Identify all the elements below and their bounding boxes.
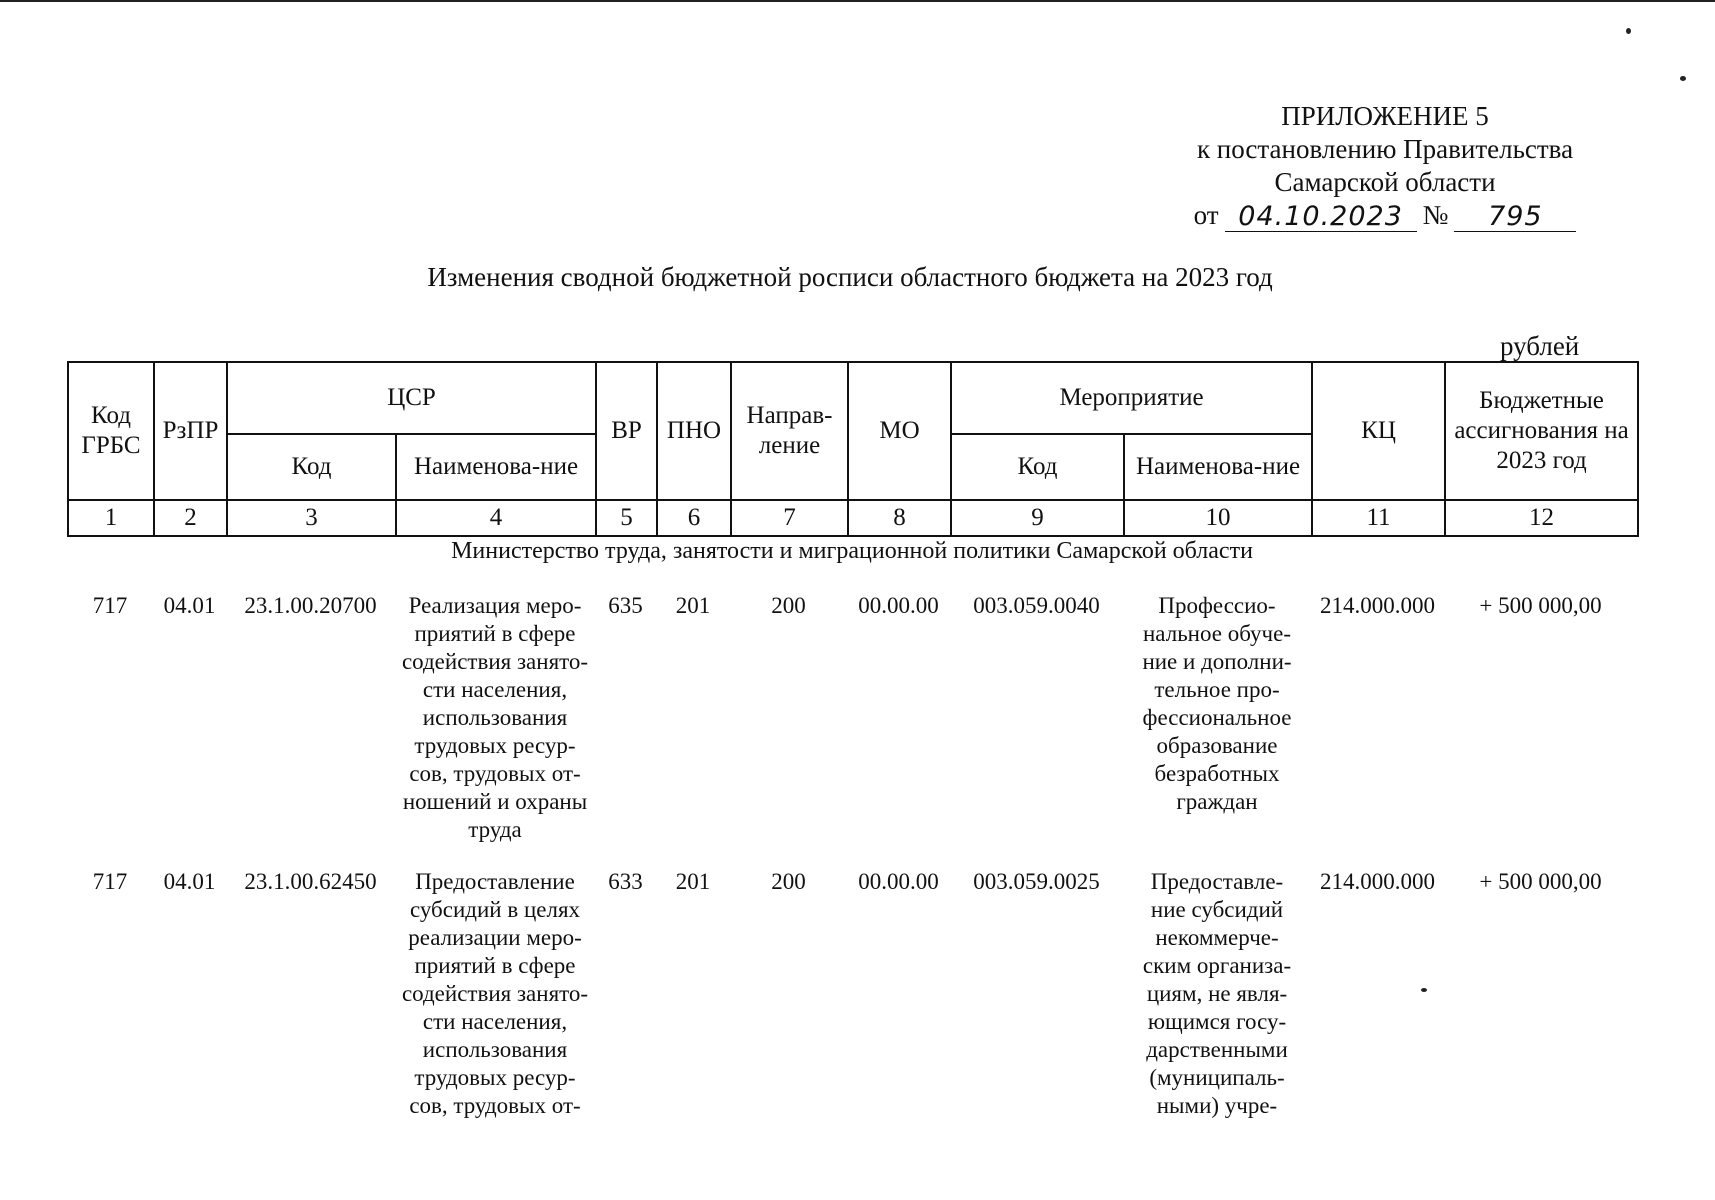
cell-text-line: реализации меро- [408, 925, 582, 950]
appendix-date-line [1194, 199, 1577, 232]
cell-amount: + 500 000,00 [1479, 593, 1602, 618]
cell-text-line: дарственными [1146, 1037, 1288, 1062]
cell-text-line: ющимся госу- [1147, 1009, 1287, 1034]
cell-text-line: трудовых ресур- [414, 733, 576, 758]
cell-csr-code: 23.1.00.20700 [244, 593, 377, 618]
header-mo: МО [848, 362, 951, 500]
cell-text-line: ние субсидий [1150, 897, 1284, 922]
header-grbs: Код ГРБС [68, 362, 154, 500]
cell-mo: 00.00.00 [858, 593, 939, 618]
cell-text-line: граждан [1176, 789, 1258, 814]
header-event-name: Наименова-ние [1124, 434, 1312, 500]
column-number: 8 [848, 500, 951, 536]
cell-text-line: Предоставле- [1150, 869, 1284, 894]
cell-rzpr: 04.01 [163, 593, 216, 618]
scan-edge-line [0, 0, 1715, 2]
header-csr: ЦСР [227, 362, 596, 434]
cell-vr: 635 [608, 593, 643, 618]
cell-text-line: Предоставление [415, 869, 575, 894]
cell-event-code: 003.059.0025 [973, 869, 1100, 894]
cell-amount: + 500 000,00 [1479, 869, 1602, 894]
units-label: рублей [1500, 331, 1580, 361]
budget-header-table [67, 361, 1639, 537]
column-number: 2 [154, 500, 227, 536]
cell-text-line: сов, трудовых от- [409, 761, 581, 786]
column-number: 4 [396, 500, 596, 536]
column-number: 1 [68, 500, 154, 536]
cell-text-line: безработных [1154, 761, 1280, 786]
cell-text-line: нальное обуче- [1143, 621, 1291, 646]
scan-speck [1626, 28, 1631, 34]
column-number: 5 [596, 500, 657, 536]
cell-text-line: тельное про- [1154, 677, 1280, 702]
cell-csr-name [395, 868, 595, 1120]
cell-text-line: использования [422, 705, 568, 730]
header-kc: КЦ [1312, 362, 1445, 500]
cell-text-line: сти населения, [422, 677, 568, 702]
header-csr-code: Код [227, 434, 396, 500]
header-pno: ПНО [657, 362, 731, 500]
cell-vr: 633 [608, 869, 643, 894]
column-number: 10 [1124, 500, 1312, 536]
cell-kc: 214.000.000 [1320, 593, 1435, 618]
handwritten-date: 04.10.2023 [1225, 203, 1417, 232]
handwritten-number: 795 [1454, 203, 1576, 232]
ministry-heading: Министерство труда, занятости и миграционной политики Самарской области [451, 538, 1253, 564]
cell-text-line: содействия занято- [401, 649, 589, 674]
cell-mo: 00.00.00 [858, 869, 939, 894]
header-vr: ВР [596, 362, 657, 500]
cell-text-line: ским организа- [1142, 953, 1292, 978]
cell-text-line: субсидий в целях [409, 897, 581, 922]
header-rzpr: РзПР [154, 362, 227, 500]
cell-direction: 200 [771, 593, 806, 618]
header-csr-name: Наименова-ние [396, 434, 596, 500]
column-number: 11 [1312, 500, 1445, 536]
cell-text-line: трудовых ресур- [414, 1065, 576, 1090]
header-event: Мероприятие [951, 362, 1312, 434]
cell-text-line: (муниципаль- [1149, 1065, 1285, 1090]
cell-text-line: фессиональное [1142, 705, 1292, 730]
header-direction: Направ-ление [731, 362, 848, 500]
cell-text-line: труда [468, 817, 522, 842]
cell-pno: 201 [675, 593, 711, 618]
cell-rzpr: 04.01 [163, 869, 216, 894]
appendix-block [1150, 100, 1620, 232]
cell-direction: 200 [771, 869, 806, 894]
cell-grbs: 717 [92, 593, 128, 618]
column-number: 9 [951, 500, 1124, 536]
cell-text-line: использования [422, 1037, 568, 1062]
cell-csr-name [395, 592, 595, 844]
header-allocations: Бюджетные ассигнования на 2023 год [1445, 362, 1638, 500]
document-title: Изменения сводной бюджетной росписи областного бюджета на 2023 год [427, 262, 1273, 292]
cell-text-line: ние и дополни- [1142, 649, 1292, 674]
cell-pno: 201 [675, 869, 711, 894]
column-number: 6 [657, 500, 731, 536]
cell-text-line: приятий в сфере [414, 953, 576, 978]
scan-speck [1421, 988, 1427, 992]
date-prefix: от [1193, 200, 1219, 230]
cell-text-line: ными) учре- [1156, 1093, 1278, 1118]
cell-text-line: циям, не явля- [1146, 981, 1288, 1006]
cell-kc: 214.000.000 [1320, 869, 1435, 894]
column-number: 7 [731, 500, 848, 536]
cell-text-line: Реализация меро- [408, 593, 582, 618]
cell-text-line: ношений и охраны [402, 789, 588, 814]
cell-event-code: 003.059.0040 [973, 593, 1100, 618]
cell-csr-code: 23.1.00.62450 [244, 869, 377, 894]
cell-text-line: приятий в сфере [414, 621, 576, 646]
column-number: 3 [227, 500, 396, 536]
cell-text-line: Профессио- [1158, 593, 1276, 618]
cell-text-line: содействия занято- [401, 981, 589, 1006]
cell-event-name [1123, 868, 1311, 1120]
cell-event-name [1123, 592, 1311, 816]
cell-text-line: образование [1156, 733, 1278, 758]
number-sign: № [1422, 200, 1449, 230]
column-number: 12 [1445, 500, 1638, 536]
cell-grbs: 717 [92, 869, 128, 894]
appendix-line-3: Самарской области [1274, 167, 1496, 197]
scan-speck [1680, 76, 1686, 81]
cell-text-line: некоммерче- [1155, 925, 1279, 950]
appendix-line-2: к постановлению Правительства [1196, 134, 1574, 164]
cell-text-line: сти населения, [422, 1009, 568, 1034]
header-event-code: Код [951, 434, 1124, 500]
cell-text-line: сов, трудовых от- [409, 1093, 581, 1118]
appendix-title: ПРИЛОЖЕНИЕ 5 [1281, 101, 1489, 131]
